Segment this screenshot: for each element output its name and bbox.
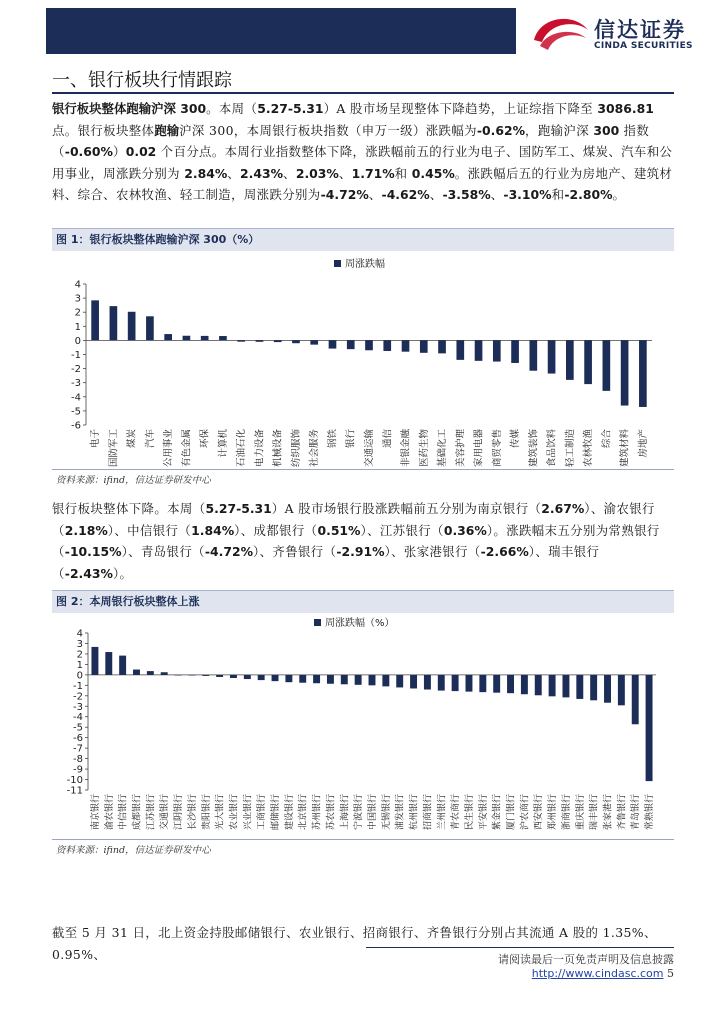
x-tick-label: 公用事业 [163,429,175,468]
bar [147,671,154,675]
x-tick-label: 电力设备 [254,429,266,468]
figure1-chart [52,251,674,469]
y-tick-label: 2 [74,307,81,319]
bar [507,675,514,693]
bar [274,340,282,342]
bar [590,675,597,700]
logo-chinese-text: 信达证券 [594,18,686,42]
x-tick-label: 农业银行 [229,794,240,831]
x-tick-label: 兰州银行 [437,794,448,831]
footer-disclaimer: 请阅读最后一页免责声明及信息披露 [498,953,674,966]
x-tick-label: 美容护理 [455,429,467,468]
y-tick-label: -2 [73,691,83,703]
x-tick-label: 建筑装饰 [528,429,540,468]
x-tick-label: 江阴银行 [174,794,185,831]
bar [310,340,318,344]
x-tick-label: 西安银行 [534,794,545,831]
bar [529,340,537,370]
y-tick-label: 3 [76,638,83,650]
x-tick-label: 交通运输 [364,429,375,468]
bar [456,340,464,359]
bar [618,675,625,705]
legend-swatch [314,619,321,626]
bar [639,340,647,407]
y-tick-label: -9 [73,764,83,776]
y-tick-label: 0 [74,335,81,347]
bar [347,340,355,349]
footer [366,951,674,980]
lead-sentence: 银行板块整体跑输沪深 300 [52,101,207,116]
bar [410,675,417,689]
footer-divider [366,947,674,948]
x-tick-label: 纺织服饰 [290,429,302,468]
bar [292,340,300,343]
x-tick-label: 兴业银行 [243,794,254,831]
x-tick-label: 浦发银行 [395,794,406,831]
x-tick-label: 煤炭 [126,429,138,449]
x-tick-label: 社会服务 [309,429,321,468]
bar [299,675,306,683]
x-tick-label: 家用电器 [473,429,485,468]
y-tick-label: 3 [74,293,81,305]
paragraph-market-summary: 银行板块整体跑输沪深 300。本周（5.27-5.31）A 股市场呈现整体下降趋势，上证综指下降至 3086.81 点。银行板块整体跑输沪深 300，本周银行板块指数（申万一级）涨跌幅为-0.62%，跑输沪深 300 指数（-0.60%）0.02 个百分点。本周行业指数整体下降，涨跌幅前五的行业为电子、国防军工、煤炭、汽车和公用事业，周涨跌分别为 2.84%、2.43%、2.03%、1.71%和 0.45%。涨跌幅后五的行业为房地产、建筑材料、综合、农林牧渔、轻工制造，周涨跌分别为-4.72%、-4.62%、-3.58%、-3.10%和-2.80%。 [52,101,673,202]
paragraph-bank-stocks: 银行板块整体下降。本周（5.27-5.31）A 股市场银行股涨跌幅前五分别为南京银行（2.67%）、渝农银行（2.18%）、中信银行（1.84%）、成都银行（0.51%）、江苏银行（0.36%）。涨跌幅末五分别为常熟银行（-10.15%）、青岛银行（-4.72%）、齐鲁银行（-2.91%）、张家港银行（-2.66%）、瑞丰银行（-2.43%）。 [52,501,660,581]
x-tick-label: 长沙银行 [187,794,198,831]
y-tick-label: -10 [66,775,83,787]
figure2-chart [52,613,674,839]
header-banner [46,8,516,54]
x-tick-label: 交通银行 [160,794,171,831]
y-tick-label: -6 [73,733,83,745]
bar [202,675,209,676]
y-tick-label: 0 [76,670,83,682]
bar [493,340,501,361]
bar [549,675,556,696]
bar [521,675,528,694]
y-tick-label: -4 [71,392,81,404]
bar [452,675,459,691]
x-tick-label: 平安银行 [478,794,489,831]
x-tick-label: 石油石化 [236,429,248,468]
page-number: 5 [667,967,674,980]
bar [466,675,473,692]
bar [438,675,445,691]
bar [183,336,191,341]
x-tick-label: 房地产 [637,429,649,458]
x-tick-label: 渝农银行 [104,794,115,831]
bar [327,675,334,684]
x-tick-label: 重庆银行 [575,794,586,831]
x-tick-label: 厦门银行 [506,794,517,831]
x-tick-label: 中国银行 [368,794,378,831]
x-tick-label: 环保 [199,429,211,449]
x-tick-label: 建设银行 [284,794,295,831]
x-tick-label: 杭州银行 [409,794,420,831]
bar [548,340,556,373]
y-tick-label: 2 [76,649,83,661]
bar [244,675,251,679]
bar [272,675,279,681]
y-tick-label: -1 [73,680,83,692]
bar [396,675,403,688]
bar [313,675,320,683]
x-tick-label: 有色金属 [181,429,193,468]
bar [230,675,237,678]
bar [603,340,611,390]
x-tick-label: 苏州银行 [312,794,323,831]
x-tick-label: 农林牧渔 [583,429,595,468]
bar [285,675,292,682]
bar [219,336,227,340]
x-tick-label: 民生银行 [464,794,475,831]
y-tick-label: -6 [71,420,81,432]
bar [188,675,195,676]
y-tick-label: -2 [71,364,81,376]
bar [369,675,376,685]
section-divider [52,92,674,94]
x-tick-label: 成都银行 [132,794,143,831]
bar [91,647,98,675]
bar [621,340,629,405]
bar [258,675,265,680]
x-tick-label: 轻工制造 [564,429,576,468]
x-tick-label: 青农商行 [451,794,462,831]
bar [584,340,592,384]
bar [535,675,542,695]
y-tick-label: 1 [76,659,83,671]
x-tick-label: 钢铁 [327,429,339,449]
y-tick-label: 1 [74,321,81,333]
x-tick-label: 郑州银行 [548,794,559,831]
y-tick-label: -3 [71,378,81,390]
y-tick-label: -3 [73,701,83,713]
x-tick-label: 通信 [382,429,394,449]
bar [355,675,362,685]
bar [511,340,519,363]
x-tick-label: 宁波银行 [354,794,365,831]
x-tick-label: 江苏银行 [146,794,157,831]
legend-label: 周涨跌幅 [345,259,385,270]
x-tick-label: 青岛银行 [631,794,642,831]
x-tick-label: 无锡银行 [381,794,392,831]
bar [175,675,182,676]
x-tick-label: 综合 [601,429,613,449]
x-tick-label: 沪农商行 [520,794,531,831]
y-tick-label: -5 [73,722,83,734]
bar [475,340,483,360]
x-tick-label: 中信银行 [118,794,129,831]
y-tick-label: -11 [66,785,83,797]
x-tick-label: 邮储银行 [271,794,282,831]
x-tick-label: 工商银行 [257,794,268,831]
footer-link[interactable]: http://www.cindasc.com [531,967,664,980]
y-tick-label: -5 [71,406,81,418]
bar [110,306,118,340]
bar [216,675,223,677]
bar [576,675,583,699]
y-tick-label: 4 [76,628,83,640]
logo-english-text: CINDA SECURITIES [594,41,693,51]
bar [237,340,245,341]
figure1-title: 图 1：银行板块整体跑输沪深 300（%） [52,228,674,251]
bar [341,675,348,684]
x-tick-label: 苏农银行 [326,794,337,831]
x-tick-label: 电子 [90,429,102,449]
x-tick-label: 计算机 [217,429,229,458]
x-tick-label: 北京银行 [298,794,309,831]
bar [256,340,264,341]
figure2-title: 图 2：本周银行板块整体上涨 [52,590,674,613]
bar [164,334,172,340]
y-tick-label: -1 [71,350,81,361]
x-tick-label: 机械设备 [272,429,284,468]
x-tick-label: 传媒 [510,429,522,449]
bar [604,675,611,703]
figure1-source: 资料来源：ifind，信达证券研发中心 [56,475,211,486]
y-tick-label: 4 [74,279,81,291]
x-tick-label: 招商银行 [423,794,434,831]
y-tick-label: -8 [73,754,83,766]
x-tick-label: 浙商银行 [561,794,572,831]
legend-label: 周涨跌幅（%） [325,618,395,629]
company-logo [530,10,710,56]
bar [128,312,136,341]
bar [632,675,639,724]
x-tick-label: 银行 [345,429,357,449]
y-tick-label: -7 [73,743,83,755]
x-tick-label: 汽车 [144,429,156,449]
bar [383,340,391,351]
bar [146,316,154,340]
bar [493,675,500,693]
bar [105,652,112,675]
bar [382,675,389,687]
x-tick-label: 张家港行 [603,794,614,831]
bar [566,340,574,379]
y-tick-label: -4 [73,712,83,724]
x-tick-label: 商贸零售 [491,429,503,468]
x-tick-label: 光大银行 [215,794,226,831]
bar [424,675,431,690]
x-tick-label: 非银金融 [400,429,412,468]
x-tick-label: 南京银行 [90,794,101,831]
bar [646,675,653,781]
x-tick-label: 瑞丰银行 [589,794,600,831]
x-tick-label: 齐鲁银行 [617,794,628,831]
x-tick-label: 常熟银行 [645,794,656,831]
bar [329,340,337,348]
logo-swoosh-icon [530,10,594,56]
bar [420,340,428,352]
bar [438,340,446,353]
x-tick-label: 贵阳银行 [201,794,212,831]
figure2-source: 资料来源：ifind，信达证券研发中心 [56,845,211,856]
x-tick-label: 紫金银行 [492,794,503,831]
figure2-frame [52,613,674,840]
bar [479,675,486,692]
bar [91,300,99,340]
bar [402,340,410,351]
bar [133,670,140,675]
section-title: 一、银行板块行情跟踪 [52,70,232,91]
bar [161,672,168,675]
x-tick-label: 国防军工 [108,429,120,468]
legend-swatch [334,260,341,267]
x-tick-label: 上海银行 [340,794,351,831]
figure1-frame [52,251,674,470]
x-tick-label: 建筑材料 [619,429,631,468]
x-tick-label: 食品饮料 [546,429,558,468]
x-tick-label: 医药生物 [418,429,430,468]
bar [562,675,569,698]
bar [365,340,373,350]
bar [119,656,126,675]
paragraph-northbound: 截至 5 月 31 日，北上资金持股邮储银行、农业银行、招商银行、齐鲁银行分别占其流通 A 股的 1.35%、0.95%、 [52,925,657,962]
bar [201,336,209,341]
x-tick-label: 基础化工 [437,429,449,468]
